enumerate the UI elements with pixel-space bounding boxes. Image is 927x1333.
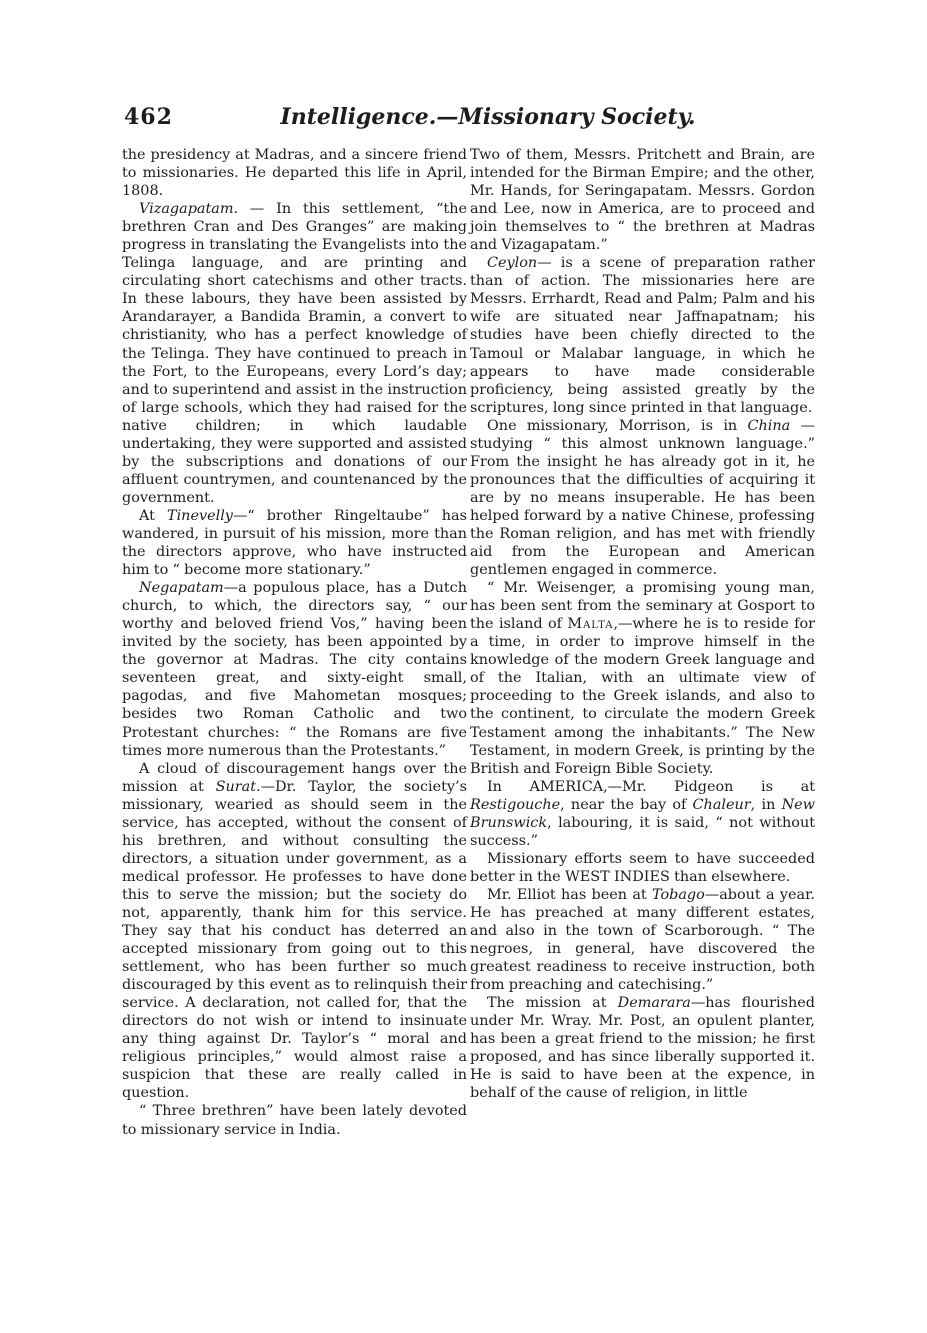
right-paragraph-demarara: The mission at Demarara—has flourished under Mr. Wray. Mr. Post, an opulent planter, has been a great friend to the mission; he first proposed, and has since liberally supported it. He is said to have been at the expence, in behalf of the cause of religion, in little [470, 995, 815, 1102]
left-paragraph-negapatam: Negapatam—a populous place, has a Dutch church, to which, the directors say, “ our worthy and beloved friend Vos,” having been invited by the society, has been appointed by the governor at Madras. The city contains seventeen great, and sixty-eight small, pagodas, and five Mahometan mosques; besides two Roman Catholic and two Protestant churches: “ the Romans are five times more numerous than the Protestants.” [122, 580, 467, 759]
right-column [470, 146, 815, 1102]
place-name: Ceylon [487, 255, 538, 272]
place-name: Demarara [617, 995, 691, 1012]
place-name: Malta [567, 616, 614, 633]
place-name: China [747, 417, 791, 434]
page-number: 462 [124, 104, 173, 130]
left-paragraph-surat: A cloud of discouragement hangs over the mission at Surat.—Dr. Taylor, the society’s missionary, wearied as should seem in the service, has accepted, without the consent of his brethren, and without consulting the directors, a situation under government, as a medical professor. He professes to have done this to serve the mission; but the society do not, apparently, thank him for this service. They say that his conduct has deterred an accepted missionary from going out to this settlement, who has been further so much discouraged by this event as to relinquish their service. A declaration, not called for, that the directors do not wish or intend to insinuate any thing against Dr. Taylor’s “ moral and religious principles,” would almost raise a suspicion that these are really called in question. [122, 760, 467, 1102]
running-title: Intelligence.—Missionary Society. [280, 104, 696, 130]
left-paragraph-three-brethren: “ Three brethren” have been lately devoted to missionary service in India. [122, 1103, 467, 1138]
left-paragraph-tinevelly: At Tinevelly—“ brother Ringeltaube” has wandered, in pursuit of his mission, more than the directors approve, who have instructed him to “ become more stationary.” [122, 507, 467, 579]
right-paragraph-tobago: Mr. Elliot has been at Tobago—about a year. He has preached at many different estates, and also in the town of Scarborough. “ The negroes, in general, have discovered the greatest readiness to receive instruction, both from preaching and catechising.” [470, 886, 815, 994]
right-paragraph-china: One missionary, Morrison, is in China —studying “ this almost unknown language.” From the insight he has already got in it, he pronounces that the difficulties of acquiring it are by no means insuperable. He has been helped forward by a native Chinese, professing the Roman religion, and has met with friendly aid from the European and American gentlemen engaged in commerce. [470, 417, 815, 579]
right-paragraph-1: Two of them, Messrs. Pritchett and Brain, are intended for the Birman Empire; and the other, Mr. Hands, for Seringapatam. Messrs. Gordon and Lee, now in America, are to proceed and join themselves to “ the brethren at Madras and Vizagapatam.” [470, 147, 815, 254]
left-paragraph-vizagapatam: Vizagapatam. — In this settlement, “the brethren Cran and Des Granges” are making progress in translating the Evangelists into the Telinga language, and are printing and circulating short catechisms and other tracts. In these labours, they have been assisted by Arandarayer, a Bandida Bramin, a convert to christianity, who has a perfect knowledge of the Telinga. They have continued to preach in the Fort, to the Europeans, every Lord’s day; and to superintend and assist in the instruction of large schools, which they had raised for the native children; in which laudable undertaking, they were supported and assisted by the subscriptions and donations of our affluent countrymen, and countenanced by the government. [122, 201, 467, 506]
place-name: Vizagapatam. [139, 201, 239, 218]
right-paragraph-america: In AMERICA,—Mr. Pidgeon is at Restigouche, near the bay of Chaleur, in New Brunswick, labouring, it is said, “ not without success.” [470, 778, 816, 849]
page-header [122, 104, 814, 138]
place-name: Tobago [652, 886, 705, 903]
place-name: Tinevelly [166, 507, 233, 524]
left-paragraph-1: the presidency at Madras, and a sincere friend to missionaries. He departed this life in April, 1808. [122, 147, 467, 200]
place-name: Chaleur [692, 796, 751, 813]
place-name: Restigouche [470, 796, 561, 813]
left-column [122, 146, 467, 1139]
right-paragraph-ceylon: Ceylon— is a scene of preparation rather than of action. The missionaries here are Messrs. Errhardt, Read and Palm; Palm and his wife are situated near Jaffnapatnam; his studies have been chiefly directed to the Tamoul or Malabar language, in which he appears to have made considerable proficiency, being assisted greatly by the scriptures, long since printed in that language. [470, 255, 815, 416]
place-name: Negapatam [139, 580, 224, 597]
place-name: Surat. [215, 778, 261, 795]
right-paragraph-malta: “ Mr. Weisenger, a promising young man, has been sent from the seminary at Gosport to the island of Malta,—where he is to reside for a time, in order to improve himself in the knowledge of the modern Greek language and of the Italian, with an ultimate view of proceeding to the Greek islands, and also to the continent, to circulate the modern Greek Testament among the inhabitants.” The New Testament, in modern Greek, is printing by the British and Foreign Bible Society. [470, 580, 815, 777]
right-paragraph-west-indies: Missionary efforts seem to have succeeded better in the WEST INDIES than elsewhere. [470, 850, 815, 885]
place-name: New Brunswick [470, 796, 816, 831]
